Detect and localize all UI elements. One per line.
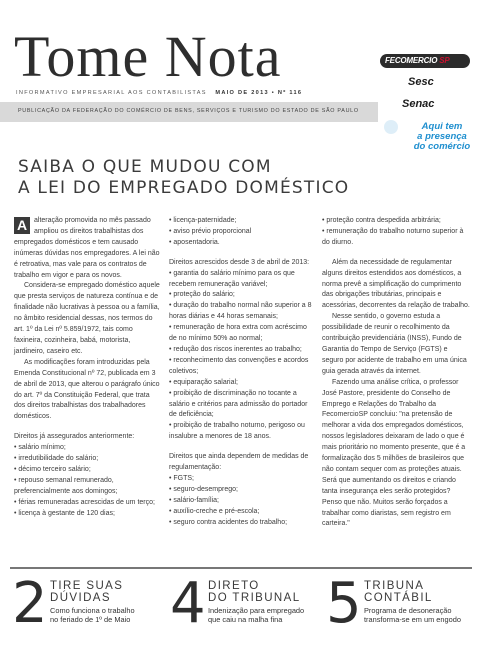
teaser-title	[208, 580, 301, 604]
slogan-decoration	[384, 120, 398, 134]
headline-line: SAIBA O QUE MUDOU COM	[18, 157, 272, 177]
teaser-desc-line: Indenização para empregado	[208, 606, 305, 615]
teaser-desc-line: no feriado de 1º de Maio	[50, 615, 131, 624]
list-item: • garantia do salário mínimo para os que recebem remuneração variável;	[169, 269, 295, 288]
list-title: Direitos já assegurados anteriormente:	[14, 433, 135, 441]
list-item: • remuneração de hora extra com acréscimo de no mínimo 50% ao normal;	[169, 324, 307, 343]
article-headline	[18, 157, 349, 199]
masthead-title: Tome Nota	[14, 24, 282, 89]
list-item: • proteção do salário;	[169, 291, 235, 299]
paragraph-text: alteração promovida no mês passado ampliou os direitos trabalhistas dos empregados domésticos e tem causado inúmeras dúvidas nos empregadores. A lei não é retroativa, mas vale para os contratos de trabalho em vigor e para os novos.	[14, 217, 160, 279]
article-paragraph: As modificações foram introduzidas pela Emenda Constitucional nº 72, publicada em 3 de abril de 2013, que alterou o parágrafo único do art. 7º da Constituição Federal, que trata dos direitos trabalhistas dos trabalhadores domésticos.	[14, 358, 160, 421]
teaser-desc-line: que caiu na malha fina	[208, 615, 283, 624]
list-item: • seguro-desemprego;	[169, 485, 238, 493]
teaser-title-line: DIRETO	[208, 580, 260, 592]
list-item: • remuneração do trabalho noturno superior à do diurno.	[322, 227, 464, 246]
article-paragraph: Além da necessidade de regulamentar alguns direitos estendidos aos domésticos, a norma prevê a simplificação do cumprimento das obrigações tributárias, principais e acessórias, decorrentes da relação de trabalho.	[322, 258, 470, 310]
list-title: Direitos acrescidos desde 3 de abril de 2013:	[169, 258, 310, 266]
teaser-title-line: TRIBUNA	[364, 580, 425, 592]
sesc-logo: Sesc	[408, 76, 434, 88]
teaser-tire-suas-duvidas[interactable]	[12, 571, 162, 644]
publisher-line: PUBLICAÇÃO DA FEDERAÇÃO DO COMÉRCIO DE BENS, SERVIÇOS E TURISMO DO ESTADO DE SÃO PAULO	[18, 108, 359, 114]
footer-divider	[10, 567, 472, 569]
article-paragraph: Considera-se empregado doméstico aquele que presta serviços de natureza contínua e de finalidade não lucrativas à pessoa ou a família, no âmbito residencial dessas, nos termos do art. 1º da Lei nº 5.859/1972, tais como faxineira, cozinheira, babá, motorista, jardineiro, caseiro etc.	[14, 282, 160, 355]
list-item: • salário-família;	[169, 496, 219, 504]
teaser-title	[50, 580, 123, 604]
teaser-title-line: DO TRIBUNAL	[208, 592, 301, 604]
fecomercio-logo-suffix: SP	[439, 56, 450, 65]
list-item: • reconhecimento das convenções e acordos coletivos;	[169, 356, 309, 375]
teaser-direto-do-tribunal[interactable]	[170, 571, 320, 644]
list-item: • irredutibilidade do salário;	[14, 455, 99, 463]
article-column-1	[14, 216, 162, 519]
teaser-page-number: 2	[12, 571, 48, 636]
drop-cap: A	[14, 217, 30, 234]
list-item: • aviso prévio proporcional	[169, 227, 252, 235]
list-item: • aposentadoria.	[169, 238, 220, 246]
list-item: • proibição de trabalho noturno, perigoso ou insalubre a menores de 18 anos.	[169, 422, 305, 441]
teaser-desc-line: Como funciona o trabalho	[50, 606, 135, 615]
teaser-desc-line: transforma-se em um engodo	[364, 615, 461, 624]
fecomercio-logo-text: FECOMERCIO	[385, 56, 438, 65]
list-item: • licença-paternidade;	[169, 217, 237, 224]
headline-line: A LEI DO EMPREGADO DOMÉSTICO	[18, 178, 350, 198]
teaser-title	[364, 580, 433, 604]
slogan-line: do comércio	[413, 141, 471, 152]
teaser-description	[208, 606, 304, 624]
list-item: • equiparação salarial;	[169, 378, 238, 386]
issue-label: MAIO DE 2013 • Nº 116	[215, 90, 303, 96]
list-item: • FGTS;	[169, 474, 195, 482]
list-item: • proteção contra despedida arbitrária;	[322, 217, 441, 224]
teaser-page-number: 4	[170, 571, 206, 636]
slogan	[408, 122, 476, 152]
list-item: • repouso semanal remunerado, preferencialmente aos domingos;	[14, 476, 118, 495]
teaser-title-line: CONTÁBIL	[364, 592, 433, 604]
list-item: • licença à gestante de 120 dias;	[14, 509, 115, 517]
slogan-line: a presença	[417, 131, 467, 142]
article-paragraph: Nesse sentido, o governo estuda a possibilidade de reunir o recolhimento da contribuição previdenciária (INSS), Fundo de Garantia do Tempo de Serviço (FGTS) e seguro por acidente de trabalho em uma única guia gerada através da internet.	[322, 313, 467, 375]
teaser-title-line: TIRE SUAS	[50, 580, 124, 592]
list-item: • auxílio-creche e pré-escola;	[169, 507, 260, 515]
teaser-description	[50, 606, 135, 624]
teaser-title-line: DÚVIDAS	[50, 592, 111, 604]
teaser-page-number: 5	[326, 571, 362, 636]
article-paragraph: Fazendo uma análise crítica, o professor José Pastore, presidente do Conselho de Emprego e Relações do Trabalho da FecomercioSP concluiu: "na pretensão de melhorar a vida dos empregados domésticos, nossos legisladores deixaram de lado o que é mais prioritário no momento presente, que é a formalização dos 5 milhões de brasileiros que não contam sequer com as proteções atuais. Será que aumentando os direitos e criando tanta insegurança eles serão protegidos? Penso que não. Muitos serão forçados a trabalhar como diaristas, sem registro em carteira."	[322, 378, 466, 528]
teaser-description	[364, 606, 461, 624]
teaser-desc-line: Programa de desoneração	[364, 606, 452, 615]
article-column-3	[322, 216, 470, 530]
teaser-tribuna-contabil[interactable]	[326, 571, 476, 644]
article-column-2	[169, 216, 315, 528]
senac-logo: Senac	[402, 98, 435, 110]
masthead-subtitle	[16, 90, 302, 96]
list-item: • seguro contra acidentes do trabalho;	[169, 518, 288, 526]
fecomercio-logo	[380, 54, 470, 68]
list-item: • férias remuneradas acrescidas de um terço;	[14, 498, 155, 506]
list-item: • décimo terceiro salário;	[14, 465, 91, 473]
list-item: • redução dos riscos inerentes ao trabalho;	[169, 345, 302, 353]
list-item: • proibição de discriminação no tocante a salário e critérios para admissão do portador de deficiência;	[169, 389, 308, 419]
slogan-line: Aqui tem	[421, 121, 463, 132]
list-item: • salário mínimo;	[14, 444, 66, 452]
article-paragraph	[14, 216, 162, 281]
list-title: Direitos que ainda dependem de medidas de regulamentação:	[169, 453, 309, 472]
masthead-tagline: INFORMATIVO EMPRESARIAL AOS CONTABILISTAS	[16, 90, 207, 96]
list-item: • duração do trabalho normal não superior a 8 horas diárias e 44 horas semanais;	[169, 302, 312, 321]
